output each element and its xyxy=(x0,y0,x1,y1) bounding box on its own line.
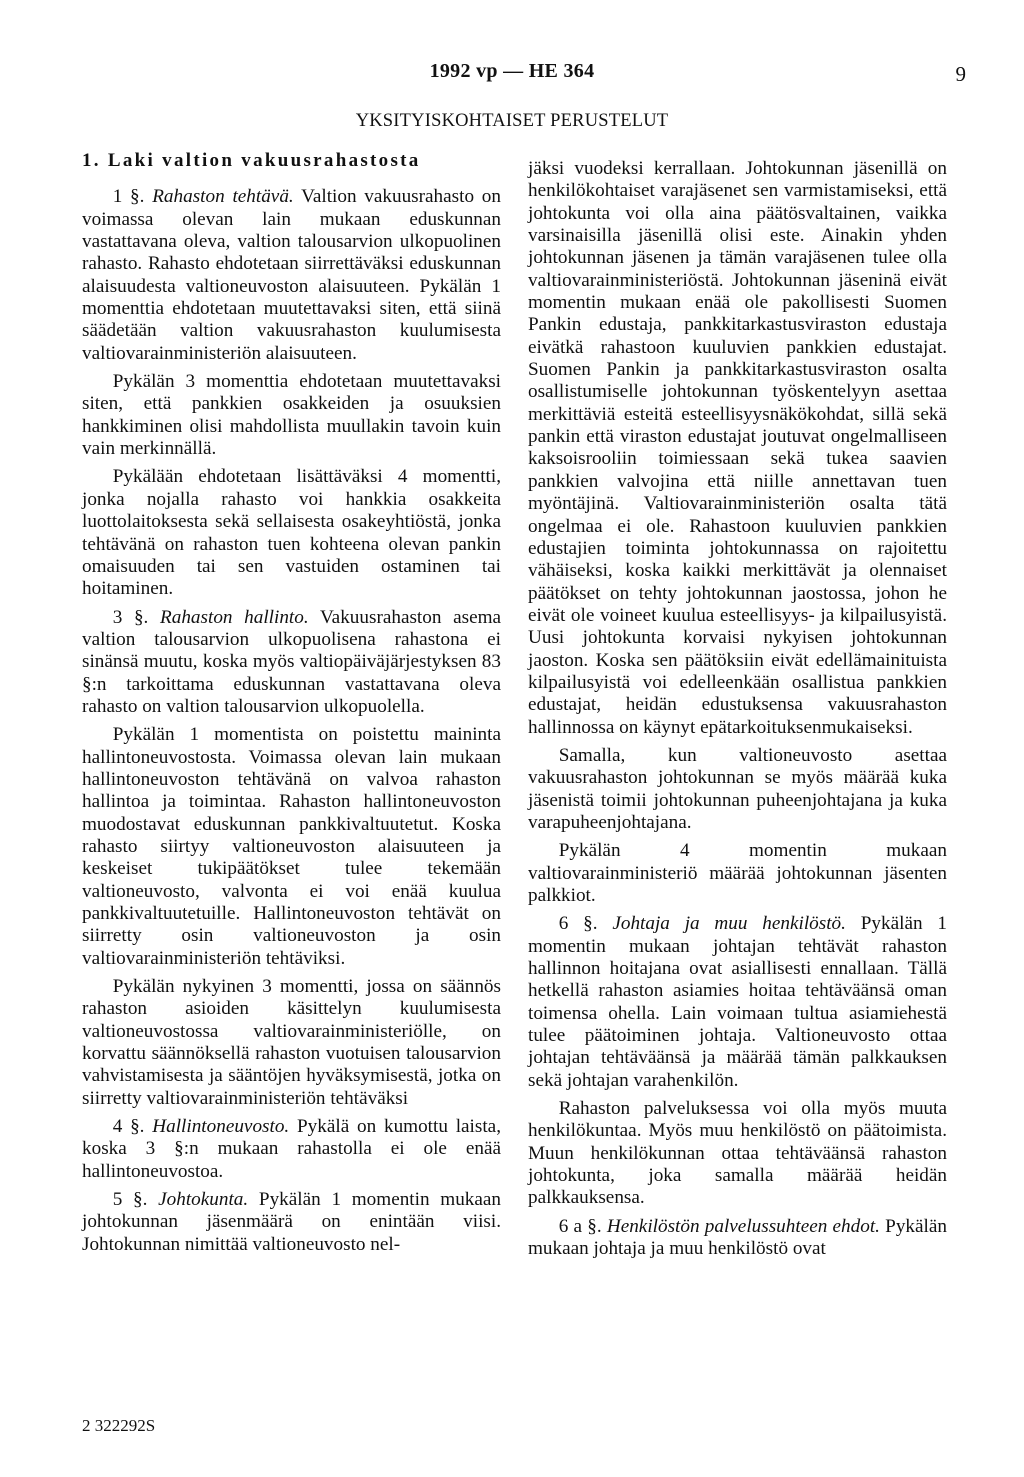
left-paragraphs xyxy=(82,186,501,1256)
section-number: 1 §. xyxy=(112,186,145,208)
paragraph-text: Pykälän 4 momentin mukaan valtiovarainministeriö määrää johtokunnan jäsenten palkkiot. xyxy=(528,840,947,906)
running-head: 1992 vp — HE 364 xyxy=(429,60,595,82)
paragraph xyxy=(528,1216,947,1261)
paragraph xyxy=(528,1098,947,1210)
print-code: 2 322292S xyxy=(82,1416,156,1435)
section-number: 5 §. xyxy=(112,1189,148,1211)
paragraph xyxy=(82,607,501,719)
section-heading: YKSITYISKOHTAISET PERUSTELUT xyxy=(355,111,669,131)
section-title: Rahaston tehtävä. xyxy=(152,186,294,208)
paragraph-text: jäksi vuodeksi kerrallaan. Johtokunnan jäsenillä on henkilökohtaiset varajäsenet sen varmistamiseksi, että johtokunta voi olla aina päätösvaltainen, vaikka varsinaisilla jäsenillä olisi este. Ainakin yhden johtokunnan jäsenen ja tämän varajäsenen tulee olla valtiovarainministeriöstä. Johtokunnan jäseninä eivät momentin mukaan enää ole pakollisesti Suomen Pankin edustaja, pankkitarkastusviraston edustaja eivätkä rahastoon kuuluvien pankkien edustajat. Suomen Pankin ja pankkitarkastusviraston osalta osallistumiselle johtokunnan työskentelyyn asettaa merkittäviä esteitä esteellisyysnäkökohdat, sillä sekä pankin että viraston edustajat joutuvat ongelmalliseen kaksoisrooliin toimiessaan sekä tukea saavien pankkien valvojina että niille annettavan tuen myöntäjinä. Valtiovarainministeriön osalta tätä ongelmaa ei ole. Rahastoon kuuluvien pankkien edustajien toiminta johtokunnassa on rajoitettu vähäiseksi, koska kaikki merkittävät ja olennaiset päätökset on tehty johtokunnan jaostossa, johon he eivät ole voineet kuulua esteellisyys- ja kilpailusyistä. Uusi johtokunta korvaisi nykyisen johtokunnan jaoston. Koska sen päätöksiin eivät edellämainituista kilpailusyistä voi edelleenkään osallistua pankkien edustajat, heidän edustuksensa vakuusrahaston hallinnossa on käynyt epätarkoituksenmukaiseksi. xyxy=(528,158,947,738)
paragraph xyxy=(528,840,947,907)
paragraph xyxy=(82,976,501,1110)
section-number: 4 §. xyxy=(112,1116,145,1138)
section-title: Hallintoneuvosto. xyxy=(152,1116,290,1138)
section-number: 3 §. xyxy=(112,606,149,628)
paragraph xyxy=(82,724,501,970)
paragraph-text: Pykälän 1 momentista on poistettu maininta hallintoneuvostosta. Voimassa olevan lain mukaan hallintoneuvoston tehtävänä on valvoa rahaston hallintoa ja toimintaa. Rahaston hallintoneuvoston muodostavat eduskunnan pankkivaltuutetut. Koska rahasto siirtyy valtioneuvoston alaisuuteen ja keskeiset tukipäätökset tulee tekemään valtioneuvosto, valvonta ei voi enää kuulua pankkivaltuutetuille. Hallintoneuvoston tehtävät on siirretty osin valtioneuvoston ja osin valtiovarainministeriön tehtäviksi. xyxy=(82,724,501,969)
paragraph-text: Vakuusrahaston asema valtion talousarvion ulkopuolisena rahastona ei sinänsä muutu, koska myös valtiopäiväjärjestyksen 83 §:n tarkoittama eduskunnan vastattavana oleva rahasto on valtion talousarvion ulkopuolella. xyxy=(82,606,502,717)
paragraph-text: Pykälä on kumottu laista, koska 3 §:n mukaan rahastolla ei ole enää hallintoneuvostoa. xyxy=(82,1116,501,1182)
paragraph xyxy=(528,745,947,834)
paragraph xyxy=(82,371,501,460)
section-number: 6 a §. xyxy=(558,1215,602,1237)
paragraph xyxy=(82,186,501,365)
paragraph xyxy=(528,913,947,1092)
paragraph xyxy=(528,158,947,739)
paragraph-text: Samalla, kun valtioneuvosto asettaa vakuusrahaston johtokunnan se myös määrää kuka jäsenistä toimii johtokunnan puheenjohtajana ja kuka varapuheenjohtajana. xyxy=(528,744,947,833)
paragraph-text: Pykälän 1 momentin mukaan johtajan tehtävät rahaston hallinnon hoitajana ovat asiallisesti ennallaan. Tällä hetkellä rahaston asiamies hoitaa tehtäväänsä oman toimensa ohella. Lain voimaan tultua asiamiehestä tulee päätoiminen johtaja. Valtioneuvosto ottaa johtajan tehtäväänsä ja määrää tämän palkkauksen sekä johtajan varahenkilön. xyxy=(528,913,947,1091)
page-number: 9 xyxy=(955,62,966,86)
paragraph-text: Pykälään ehdotetaan lisättäväksi 4 momentti, jonka nojalla rahasto voi hankkia osakkeita luottolaitoksesta sekä sellaisesta osakeyhtiöstä, jonka tehtävänä on rahaston tuen kohteena olevan pankin omaisuuden tai sen vastuiden ostaminen tai hoitaminen. xyxy=(82,466,501,600)
page-header xyxy=(0,60,1024,90)
section-title: Johtaja ja muu henkilöstö. xyxy=(612,913,846,935)
section-number: 6 §. xyxy=(558,913,598,935)
paragraph-text: Rahaston palveluksessa voi olla myös muuta henkilökuntaa. Myös muu henkilöstö on päätoimista. Muun henkilökunnan ottaa tehtäväänsä rahaston johtokunta, joka samalla määrää heidän palkkauksensa. xyxy=(528,1098,947,1209)
section-title: Henkilöstön palvelussuhteen ehdot. xyxy=(606,1215,880,1237)
paragraph-text: Pykälän mukaan johtaja ja muu henkilöstö ovat xyxy=(528,1215,947,1260)
paragraph-text: Pykälän nykyinen 3 momentti, jossa on säännös rahaston asioiden käsittelyn kuulumisesta valtioneuvostossa valtiovarainministeriölle, on korvattu säännöksellä rahaston vuotuisen talousarvion vahvistamisesta ja sääntöjen hyväksymisestä, jotka on siirretty valtiovarainministeriön tehtäväksi xyxy=(82,976,501,1109)
paragraph-text: Pykälän 3 momenttia ehdotetaan muutettavaksi siten, että pankkien osakkeiden ja osuuksien hankkiminen olisi mahdollista muullakin tavoin kuin vain merkinnällä. xyxy=(82,371,501,460)
paragraph xyxy=(82,1189,501,1256)
left-column xyxy=(82,150,501,1262)
paragraph xyxy=(82,1116,501,1183)
right-paragraphs xyxy=(528,158,947,1261)
right-column xyxy=(528,158,947,1267)
section-title: Rahaston hallinto. xyxy=(160,606,309,628)
paragraph-text: Pykälän 1 momentin mukaan johtokunnan jäsenmäärä on enintään viisi. Johtokunnan nimittää valtioneuvosto nel- xyxy=(82,1189,502,1255)
paragraph-text: Valtion vakuusrahasto on voimassa olevan lain mukaan eduskunnan vastattavana oleva, valtion talousarvion ulkopuolinen rahasto. Rahasto ehdotetaan siirrettäväksi eduskunnan alaisuudesta valtioneuvoston alaisuuteen. Pykälän 1 momenttia ehdotetaan muutettavaksi siten, että siinä säädetään valtion vakuusrahaston kuulumisesta valtiovarainministeriön alaisuuteen. xyxy=(82,186,501,364)
section-title: Johtokunta. xyxy=(158,1189,249,1211)
chapter-title: 1. Laki valtion vakuusrahastosta xyxy=(82,150,421,171)
paragraph xyxy=(82,466,501,600)
